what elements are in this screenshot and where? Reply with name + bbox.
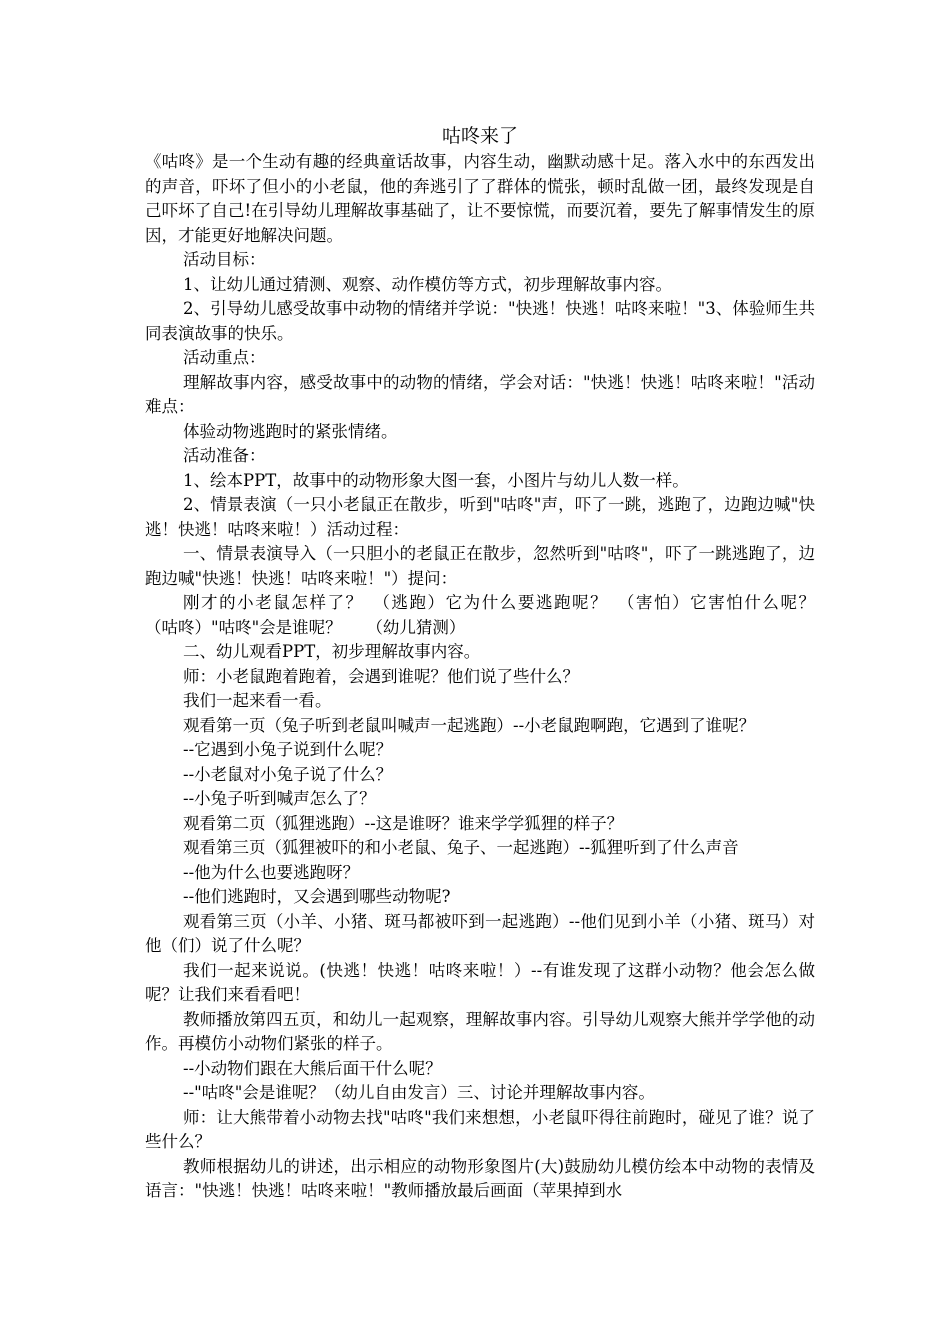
paragraph: --"咕咚"会是谁呢？（幼儿自由发言）三、讨论并理解故事内容。	[183, 1083, 655, 1102]
paragraph: 二、幼儿观看PPT，初步理解故事内容。	[183, 642, 481, 661]
paragraph: 一、情景表演导入（一只胆小的老鼠正在散步，忽然听到"咕咚"，吓了一跳逃跑了，边跑边喊"快逃！快逃！咕咚来啦！"）提问：	[145, 544, 815, 588]
paragraph: 师：让大熊带着小动物去找"咕咚"我们来想想，小老鼠吓得往前跑时，碰见了谁？说了些什么？	[145, 1107, 815, 1151]
paragraph: 师：小老鼠跑着跑着，会遇到谁呢？他们说了些什么？	[183, 666, 579, 686]
paragraph: 教师根据幼儿的讲述，出示相应的动物形象图片(大)鼓励幼儿模仿绘本中动物的表情及语言："快逃！快逃！咕咚来啦！"教师播放最后画面（苹果掉到水	[145, 1156, 815, 1200]
paragraph: 体验动物逃跑时的紧张情绪。	[183, 421, 398, 441]
paragraph: 活动准备：	[183, 446, 266, 465]
paragraph: 观看第三页（小羊、小猪、斑马都被吓到一起逃跑）--他们见到小羊（小猪、斑马）对他（们）说了什么呢？	[145, 911, 815, 955]
paragraph: --他为什么也要逃跑呀？	[183, 862, 360, 882]
paragraph: --它遇到小兔子说到什么呢？	[183, 740, 393, 759]
paragraph: 观看第一页（兔子听到老鼠叫喊声一起逃跑）--小老鼠跑啊跑，它遇到了谁呢？	[183, 715, 756, 735]
document-body	[145, 150, 848, 1204]
paragraph: 活动重点：	[183, 348, 266, 367]
paragraph: --小老鼠对小兔子说了什么？	[183, 764, 393, 784]
paragraph: 教师播放第四五页，和幼儿一起观察，理解故事内容。引导幼儿观察大熊并学学他的动作。再模仿小动物们紧张的样子。	[145, 1009, 815, 1053]
paragraph: 我们一起来看一看。	[183, 691, 332, 710]
paragraph: 1、让幼儿通过猜测、观察、动作模仿等方式，初步理解故事内容。	[183, 274, 672, 294]
paragraph: --他们逃跑时，又会遇到哪些动物呢?	[183, 887, 451, 906]
paragraph: 刚才的小老鼠怎样了？ （逃跑）它为什么要逃跑呢？ （害怕）它害怕什么呢？ （咕咚）"咕咚"会是谁呢？ （幼儿猜测）	[145, 593, 848, 637]
paragraph: --小动物们跟在大熊后面干什么呢？	[183, 1058, 442, 1078]
paragraph: 理解故事内容，感受故事中的动物的情绪，学会对话："快逃！快逃！咕咚来啦！"活动难点：	[145, 372, 815, 416]
paragraph: --小兔子听到喊声怎么了？	[183, 789, 376, 808]
paragraph: 我们一起来说说。(快逃！快逃！咕咚来啦！）--有谁发现了这群小动物？他会怎么做呢？让我们来看看吧！	[145, 960, 815, 1004]
paragraph: 《咕咚》是一个生动有趣的经典童话故事，内容生动，幽默动感十足。落入水中的东西发出的声音，吓坏了但小的小老鼠，他的奔逃引了了群体的慌张，顿时乱做一团，最终发现是自己吓坏了自己!在引导幼儿理解故事基础了，让不要惊慌，而要沉着，要先了解事情发生的原因，才能更好地解决问题。	[145, 152, 815, 245]
document-page	[145, 122, 848, 1204]
document-title: 咕咚来了	[441, 125, 518, 147]
paragraph: 观看第三页（狐狸被吓的和小老鼠、兔子、一起逃跑）--狐狸听到了什么声音	[183, 838, 739, 857]
paragraph: 2、引导幼儿感受故事中动物的情绪并学说："快逃！快逃！咕咚来啦！"3、体验师生共同表演故事的快乐。	[145, 299, 815, 343]
paragraph: 观看第二页（狐狸逃跑）--这是谁呀？谁来学学狐狸的样子？	[183, 813, 624, 833]
paragraph: 1、绘本PPT，故事中的动物形象大图一套，小图片与幼儿人数一样。	[183, 470, 689, 490]
paragraph: 2、情景表演（一只小老鼠正在散步，听到"咕咚"声，吓了一跳，逃跑了，边跑边喊"快逃！快逃！咕咚来啦！）活动过程：	[145, 495, 815, 539]
paragraph: 活动目标：	[183, 250, 266, 269]
